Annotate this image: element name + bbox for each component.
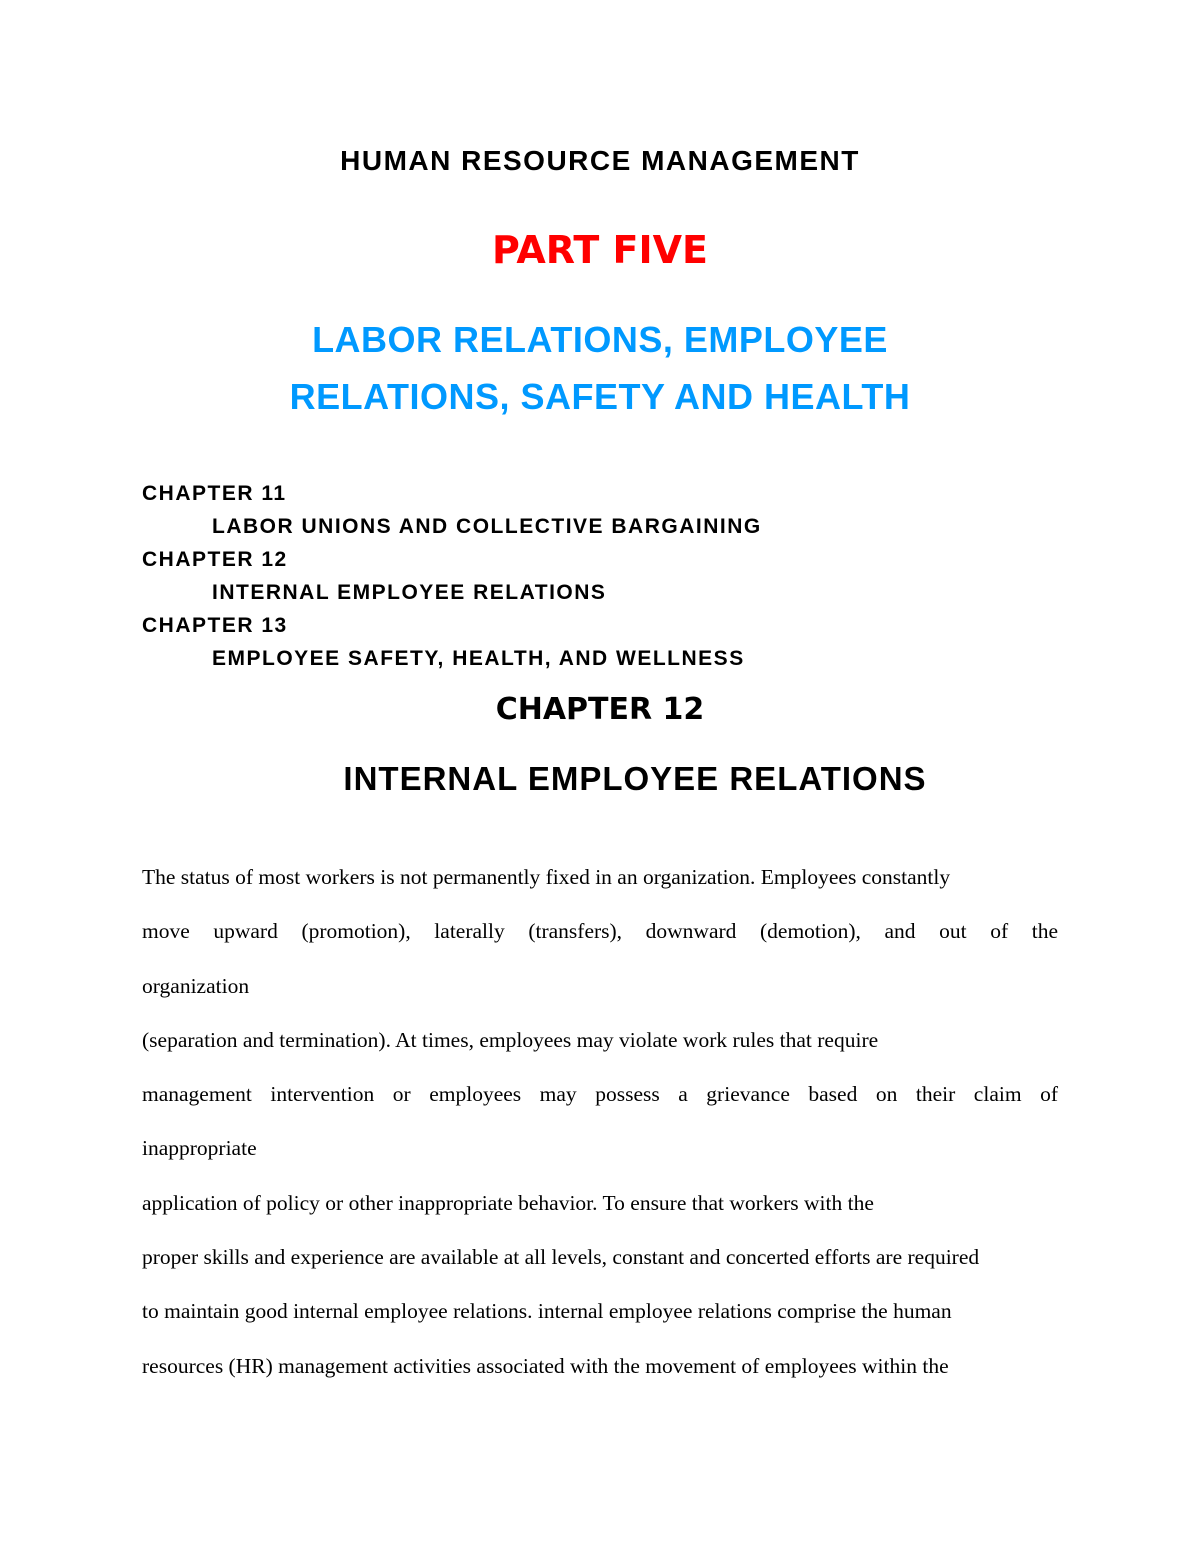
body-line: (separation and termination). At times, employees may violate work rules that require (142, 1027, 879, 1052)
toc-chapter-title: LABOR UNIONS AND COLLECTIVE BARGAINING (212, 515, 762, 538)
body-line: resources (HR) management activities associated with the movement of employees within the (142, 1353, 949, 1378)
body-line: proper skills and experience are available at all levels, constant and concerted efforts are required (142, 1245, 980, 1270)
document-title: HUMAN RESOURCE MANAGEMENT (340, 145, 860, 176)
body-line: inappropriate (142, 1136, 257, 1161)
body-line: application of policy or other inappropriate behavior. To ensure that workers with the (142, 1190, 874, 1215)
toc-chapter-number: CHAPTER 12 (142, 548, 288, 571)
toc-chapter-title: EMPLOYEE SAFETY, HEALTH, AND WELLNESS (212, 647, 745, 670)
body-line: organization (142, 973, 250, 998)
part-label: PART FIVE (492, 228, 708, 272)
body-line: to maintain good internal employee relations. internal employee relations comprise the human (142, 1299, 952, 1324)
toc-chapter-title: INTERNAL EMPLOYEE RELATIONS (212, 581, 607, 604)
body-line: The status of most workers is not permanently fixed in an organization. Employees constantly (142, 865, 951, 889)
body-paragraph (142, 850, 1058, 1393)
chapter-list (142, 477, 1042, 675)
part-subtitle-line: RELATIONS, SAFETY AND HEALTH (289, 376, 911, 417)
toc-chapter-number: CHAPTER 11 (142, 482, 287, 505)
body-line: management intervention or employees may possess a grievance based on their claim of (142, 1082, 1058, 1107)
chapter-title: INTERNAL EMPLOYEE RELATIONS (343, 760, 927, 797)
toc-chapter-number: CHAPTER 13 (142, 614, 288, 637)
part-subtitle-line: LABOR RELATIONS, EMPLOYEE (312, 319, 888, 360)
body-line: move upward (promotion), laterally (transfers), downward (demotion), and out of the (142, 919, 1058, 944)
part-subtitle (0, 311, 1200, 425)
chapter-heading: CHAPTER 12 (495, 692, 705, 727)
